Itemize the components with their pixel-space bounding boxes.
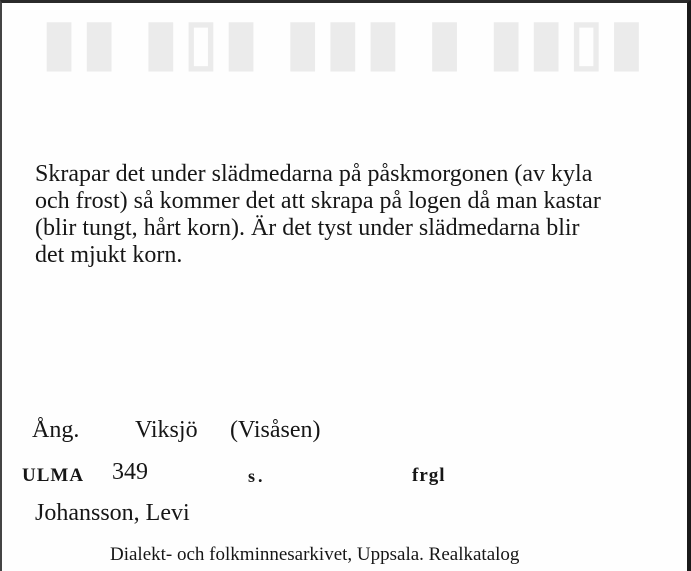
mark-s: s. <box>248 466 266 486</box>
subplace-name: (Visåsen) <box>230 417 321 443</box>
body-line: Skrapar det under slädmedarna på påskmorgonen (av kyla <box>35 161 593 187</box>
archive-footer: Dialekt- och folkminnesarkivet, Uppsala. Realkatalog <box>110 544 520 565</box>
record-number: 349 <box>112 459 148 485</box>
genre-code: frgl <box>412 465 446 486</box>
informant-name: Johansson, Levi <box>35 500 190 526</box>
parish-abbrev: Ång. <box>32 417 80 443</box>
reverse-side-bleed-through: ▮▮ ▮▯▮ ▮▮▮ ▮ ▮▮▯▮ <box>42 9 650 75</box>
body-line: det mjukt korn. <box>35 242 183 268</box>
body-line: och frost) så kommer det att skrapa på logen då man kastar <box>35 188 601 214</box>
place-row <box>32 417 432 447</box>
archive-code: ULMA <box>22 465 85 486</box>
archive-meta-row <box>22 459 582 489</box>
village-name: Viksjö <box>135 417 198 443</box>
card-body-text <box>35 161 655 269</box>
body-line: (blir tungt, hårt korn). Är det tyst under slädmedarna blir <box>35 215 580 241</box>
